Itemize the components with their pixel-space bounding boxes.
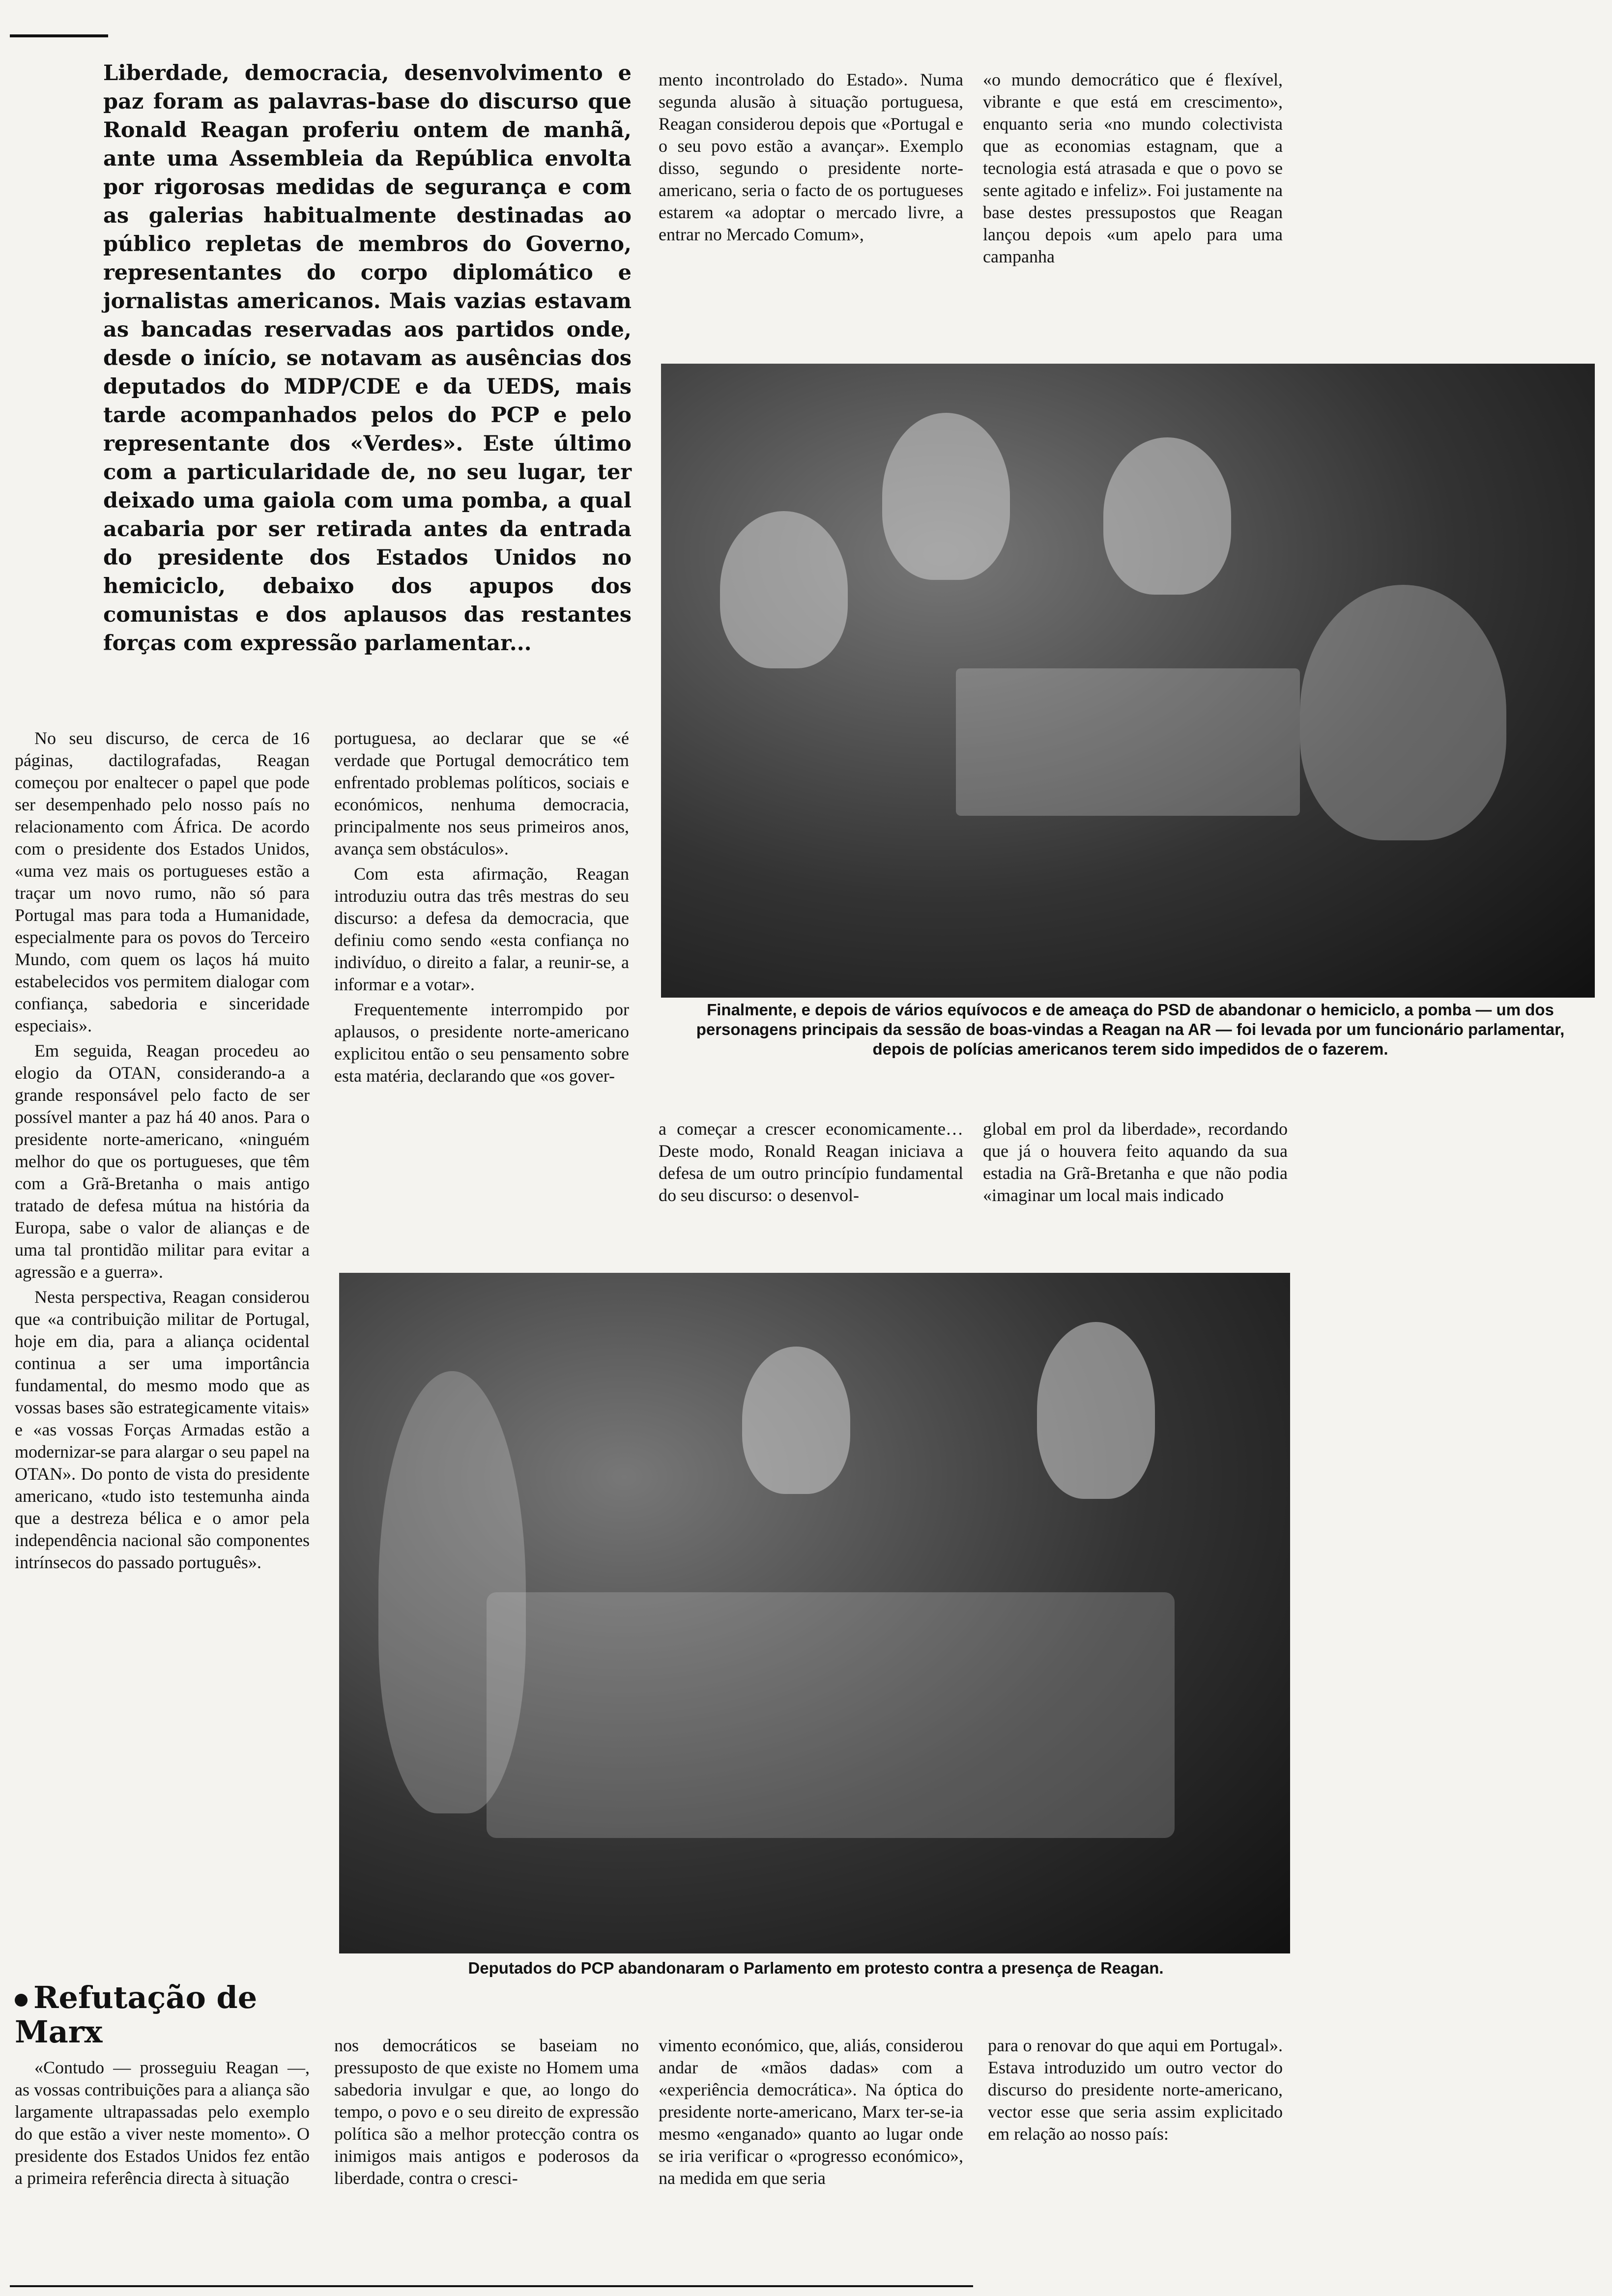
- photo-figure: [956, 668, 1300, 816]
- bottom-col4-text: para o renovar do que aqui em Portugal». Estava introduzido um outro vector do discurso do presidente norte-americano, vector esse que seria assim explicitado em relação ao nosso país:: [988, 2036, 1283, 2144]
- bottom-column-2: [334, 2035, 639, 2192]
- header-rule: [10, 34, 108, 37]
- mid-column-4: [983, 1118, 1288, 1209]
- bullet-icon: [15, 1994, 28, 2007]
- mid-col4-text: global em prol da liberdade», recordando que já o houvera feito aquando da sua estadia na Grã-Bretanha e que não podia «imaginar um local mais indicado: [983, 1119, 1288, 1205]
- col1-paragraph: Em seguida, Reagan procedeu ao elogio da OTAN, considerando-a a grande responsável pelo facto de ser possível manter a paz há 40 anos. Para o presidente norte-americano, «ninguém melhor do que os portugueses, que têm com a Grã-Bretanha o mais antigo tratado de defesa mútua na história da Europa, sabe o valor de alianças e de uma tal prontidão militar para evitar a agressão e a guerra».: [15, 1041, 310, 1282]
- mid-column-3: [659, 1118, 963, 1209]
- photo-figure: [720, 511, 848, 668]
- subhead-text: Refutação de Marx: [15, 1980, 258, 2050]
- photo-figure: [1037, 1322, 1155, 1499]
- photo-figure: [882, 413, 1010, 580]
- lead-paragraph: Liberdade, democracia, desenvolvimento e paz foram as palavras-base do discurso que Ronald Reagan proferiu ontem de manhã, ante uma Assembleia da República envolta por rigorosas medidas de segurança e com as galerias habitualmente destinadas ao público repletas de membros do Governo, representantes do corpo diplomático e jornalistas americanos. Mais vazias estavam as bancadas reservadas aos partidos onde, desde o início, se notavam as ausências dos deputados do MDP/CDE e da UEDS, mais tarde acompanhados pelos do PCP e pelo representante dos «Verdes». Este último com a particularidade de, no seu lugar, ter deixado uma gaiola com uma pomba, a qual acabaria por ser retirada antes da entrada do presidente dos Estados Unidos no hemiciclo, debaixo dos apupos dos comunistas e dos aplausos das restantes forças com expressão parlamentar...: [103, 61, 632, 656]
- photo-dove-removal: [661, 364, 1595, 998]
- top-col4-text: «o mundo democrático que é flexível, vibrante e que está em crescimento», enquanto seria «no mundo colectivista que as economias estagnam, que a tecnologia está atrasada e que o povo se sente agitado e infeliz». Foi justamente na base destes pressupostos que Reagan lançou depois «um apelo para uma campanha: [983, 70, 1283, 266]
- top-column-4: [983, 69, 1283, 271]
- col2-paragraph: Frequentemente interrompido por aplausos, o presidente norte-americano explicitou então o seu pensamento sobre esta matéria, declarando que «os gover-: [334, 1000, 629, 1086]
- col2-paragraph: Com esta afirmação, Reagan introduziu outra das três mestras do seu discurso: a defesa da democracia, que definiu como sendo «esta confiança no indivíduo, o direito a falar, a reunir-se, a informar e a votar».: [334, 864, 629, 994]
- photo-figure: [1300, 585, 1506, 840]
- top-col3-text: mento incontrolado do Estado». Numa segunda alusão à situação portuguesa, Reagan considerou depois que «Portugal e o seu povo estão a avançar». Exemplo disso, segundo o presidente norte-americano, seria o facto de os portugueses estarem «a adoptar o mercado livre, a entrar no Mercado Comum»,: [659, 70, 963, 244]
- bottom-col2-text: nos democráticos se baseiam no pressuposto de que existe no Homem uma sabedoria invulgar e que, ao longo do tempo, o povo e o seu direito de expressão política são a melhor protecção contra os inimigos mais antigos e poderosos da liberdade, contra o cresci-: [334, 2036, 639, 2188]
- bottom-column-4: [988, 2035, 1283, 2148]
- photo-figure: [1103, 437, 1231, 595]
- photo-figure: [742, 1347, 850, 1494]
- col1-paragraph: Nesta perspectiva, Reagan considerou que «a contribuição militar de Portugal, hoje em dia, para a aliança ocidental continua a ser uma importância fundamental, do mesmo modo que as vossas bases são estrategicamente vitais» e «as vossas Forças Armadas estão a modernizar-se para alargar o seu papel na OTAN». Do ponto de vista do presidente americano, «tudo isto testemunha ainda que a destreza bélica e o amor pela independência nacional são componentes intrínsecos do passado português».: [15, 1287, 310, 1572]
- bottom-col3-text: vimento económico, que, aliás, considerou andar de «mãos dadas» com a «experiência democrática». Na óptica do presidente norte-americano, Marx ter-se-ia mesmo «enganado» quanto ao lugar onde se iria verificar o «progresso económico», na medida em que seria: [659, 2036, 963, 2188]
- photo-2-caption: Deputados do PCP abandonaram o Parlamento em protesto contra a presença de Reagan.: [468, 1959, 1164, 1977]
- col2-paragraph: portuguesa, ao declarar que se «é verdade que Portugal democrático tem enfrentado problemas políticos, sociais e económicos, nenhuma democracia, principalmente nos seus primeiros anos, avança sem obstáculos».: [334, 728, 629, 859]
- section-subhead: [15, 1980, 290, 2049]
- top-column-3: [659, 69, 963, 249]
- column-2: [334, 727, 629, 1090]
- column-1: [15, 727, 310, 1577]
- mid-col3-text: a começar a crescer economicamente… Deste modo, Ronald Reagan iniciava a defesa de um outro princípio fundamental do seu discurso: o desenvol-: [659, 1119, 963, 1205]
- photo-figure: [487, 1592, 1175, 1838]
- col1-paragraph: No seu discurso, de cerca de 16 páginas, dactilografadas, Reagan começou por enaltecer o papel que pode ser desempenhado pelo nosso país no relacionamento com África. De acordo com o presidente dos Estados Unidos, «uma vez mais os portugueses estão a traçar um novo rumo, não só para Portugal mas para toda a Humanidade, especialmente para os povos do Terceiro Mundo, com quem os laços há muito estabelecidos vos permitem dialogar com confiança, sabedoria e sinceridade especiais».: [15, 728, 310, 1035]
- bottom-rule: [10, 2285, 973, 2287]
- bottom-col1-text: «Contudo — prosseguiu Reagan —, as vossas contribuições para a aliança são largamente ultrapassadas pelo exemplo do que estão a viver neste momento». O presidente dos Estados Unidos fez então a primeira referência directa à situação: [15, 2058, 310, 2188]
- bottom-column-1: [15, 2057, 310, 2192]
- photo-1-caption: Finalmente, e depois de vários equívocos e de ameaça do PSD de abandonar o hemiciclo, a pomba — um dos personagens principais da sessão de boas-vindas a Reagan na AR — foi levada por um funcionário parlamentar, depois de polícias americanos terem sido impedidos de o fazerem.: [696, 1001, 1565, 1058]
- photo-pcp-walkout: [339, 1273, 1290, 1953]
- bottom-column-3: [659, 2035, 963, 2192]
